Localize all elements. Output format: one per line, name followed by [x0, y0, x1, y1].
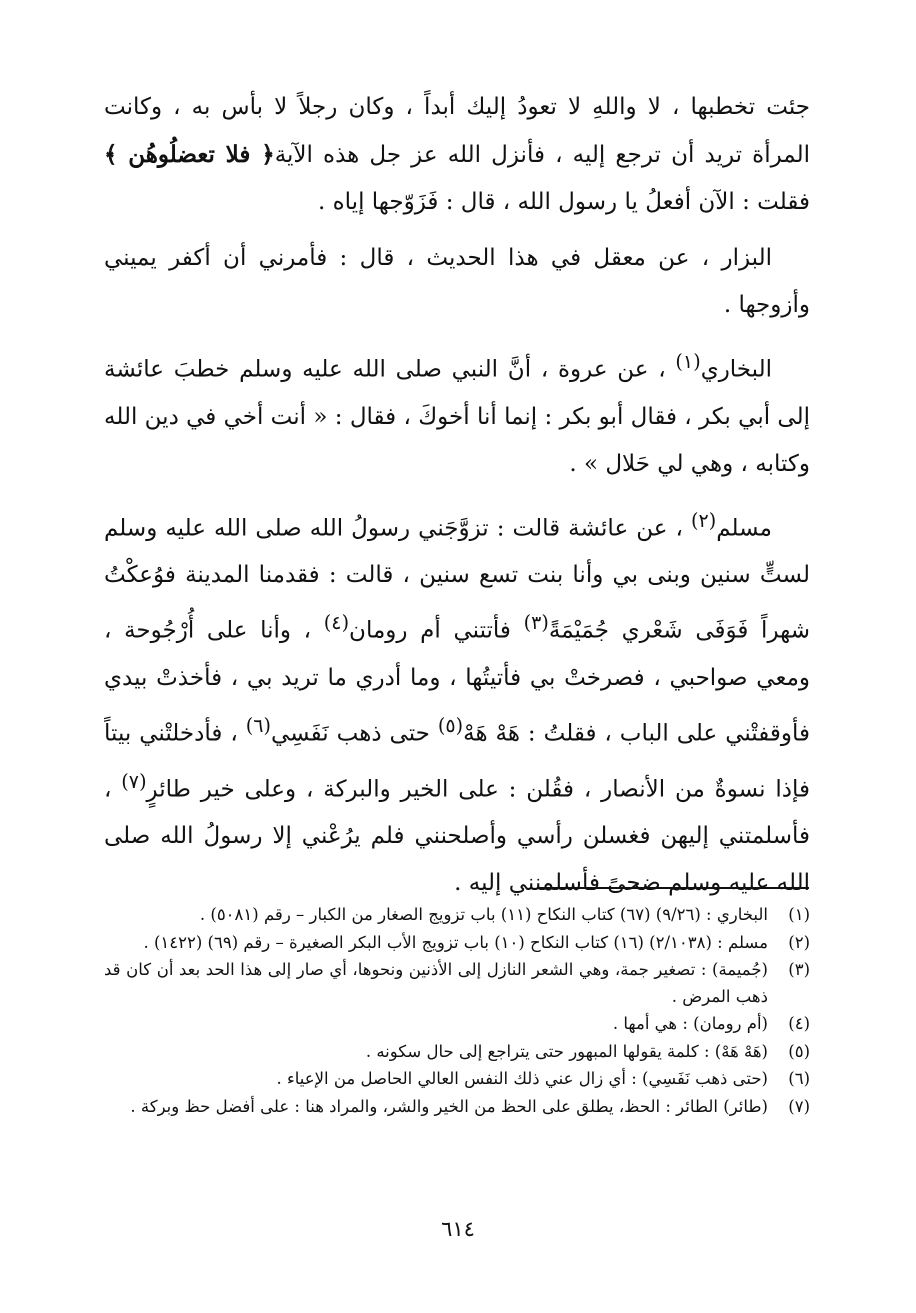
footnote-3 [104, 957, 810, 1010]
paragraph-2 [104, 235, 810, 329]
footnote-ref-1[interactable]: (١) [675, 350, 701, 373]
text-segment: فقلت : الآن أفعلُ يا رسول الله ، قال : فَزَوّجها إياه . [318, 189, 810, 215]
paragraph-3 [104, 338, 810, 488]
footnote-number: (٢) [788, 932, 810, 952]
footnote-text: (جُميمة) : تصغير جمة، وهي الشعر النازل إلى الأذنين ونحوها، أي صار إلى هذا الحد بعد أن كان قد ذهب المرض . [104, 960, 768, 1006]
text-segment: فأتتني أم رومان [349, 617, 524, 644]
text-segment: البخاري [700, 356, 772, 383]
footnote-divider [537, 887, 809, 889]
text-segment: ، فأدخلتْني بيتاً فإذا نسوةٌ من الأنصار ، فقُلن : على الخير والبركة ، وعلى خير طائرٍ [104, 720, 810, 803]
footnote-text: (طائر) الطائر : الحظ، يطلق على الحظ من الخير والشر، والمراد هنا : على أفضل حظ وبركة . [130, 1096, 768, 1116]
footnote-number: (٧) [788, 1096, 810, 1116]
footnote-text: (أم رومان) : هي أمها . [612, 1014, 768, 1033]
footnote-1 [104, 902, 810, 929]
footnote-number: (٤) [788, 1014, 810, 1033]
text-segment: ، عن عائشة قالت : تزوَّجَني رسولُ الله صلى الله عليه وسلم لستٍّ سنين وبنى بي وأنا بنت تسع سنين ، قالت : فقدمنا المدينة فوُعكْتُ شهراً فَوَفَى شَعْري جُمَيْمَةً [104, 515, 811, 644]
text-segment: مسلم [716, 515, 772, 542]
footnote-7 [104, 1094, 810, 1121]
text-segment: ، فأسلمتني إليهن فغسلن رأسي وأصلحنني فلم يرُعْني إلا رسولُ الله صلى الله عليه وسلم ضحىً فأسلمنني إليه . [104, 776, 810, 897]
footnote-4 [104, 1011, 810, 1038]
footnote-number: (٣) [788, 960, 810, 979]
footnote-ref-7[interactable]: (٧) [121, 769, 147, 793]
text-segment: البزار ، عن معقل في هذا الحديث ، قال : فأمرني أن أكفر يميني وأزوجها . [104, 245, 810, 318]
paragraph-1 [104, 84, 810, 226]
footnote-text: (هَهْ هَهْ) : كلمة يقولها المبهور حتى يتراجع إلى حال سكونه . [365, 1041, 768, 1061]
paragraph-4 [104, 497, 810, 908]
text-segment: ، عن عروة ، أنَّ النبي صلى الله عليه وسلم خطبَ عائشة إلى أبي بكر ، فقال أبو بكر : إنما أنا أخوكَ ، فقال : « أنت أخي في دين الله وكتابه ، وهي لي حَلال » . [104, 356, 810, 477]
text-segment: جئت تخطبها ، لا واللهِ لا تعودُ إليك أبداً ، وكان رجلاً لا بأس به ، وكانت المرأة تريد أن ترجع إليه ، فأنزل الله عز جل هذه الآية [104, 94, 810, 168]
footnote-2 [104, 930, 810, 957]
footnote-5 [104, 1039, 810, 1066]
text-segment: حتى ذهب نَفَسِي [270, 720, 438, 747]
footnote-number: (٦) [788, 1069, 810, 1088]
footnote-ref-6[interactable]: (٦) [245, 713, 271, 737]
footnote-number: (٥) [788, 1041, 810, 1061]
footnote-ref-3[interactable]: (٣) [523, 611, 549, 635]
footnote-ref-2[interactable]: (٢) [690, 508, 717, 532]
quran-verse: ﴿ فلا تعضلُوهُن ﴾ [104, 141, 275, 168]
footnote-ref-4[interactable]: (٤) [323, 611, 350, 635]
footnote-6 [104, 1066, 810, 1093]
main-text [104, 84, 810, 916]
footnote-number: (١) [788, 905, 810, 924]
footnote-text: (حتى ذهب نَفَسِي) : أي زال عني ذلك النفس العالي الحاصل من الإعياء . [276, 1069, 768, 1088]
text-segment: ، وأنا على أُرْجُوحة ، ومعي صواحبي ، فصرختْ بي فأتيتُها ، وما أدري ما تريد بي ، فأخذتْ بيدي فأوقفتْني على الباب ، فقلتُ : هَهْ هَهْ [104, 617, 810, 747]
page-number: ٦١٤ [441, 1217, 475, 1241]
footnote-text: مسلم : (٢/١٠٣٨) (١٦) كتاب النكاح (١٠) باب تزويج الأب البكر الصغيرة – رقم (٦٩) (١٤٢٢) . [143, 932, 768, 952]
footnote-text: البخاري : (٩/٢٦) (٦٧) كتاب النكاح (١١) باب تزويج الصغار من الكبار – رقم (٥٠٨١) . [199, 905, 768, 924]
footnotes-section [104, 902, 810, 1121]
footnote-ref-5[interactable]: (٥) [437, 713, 464, 737]
